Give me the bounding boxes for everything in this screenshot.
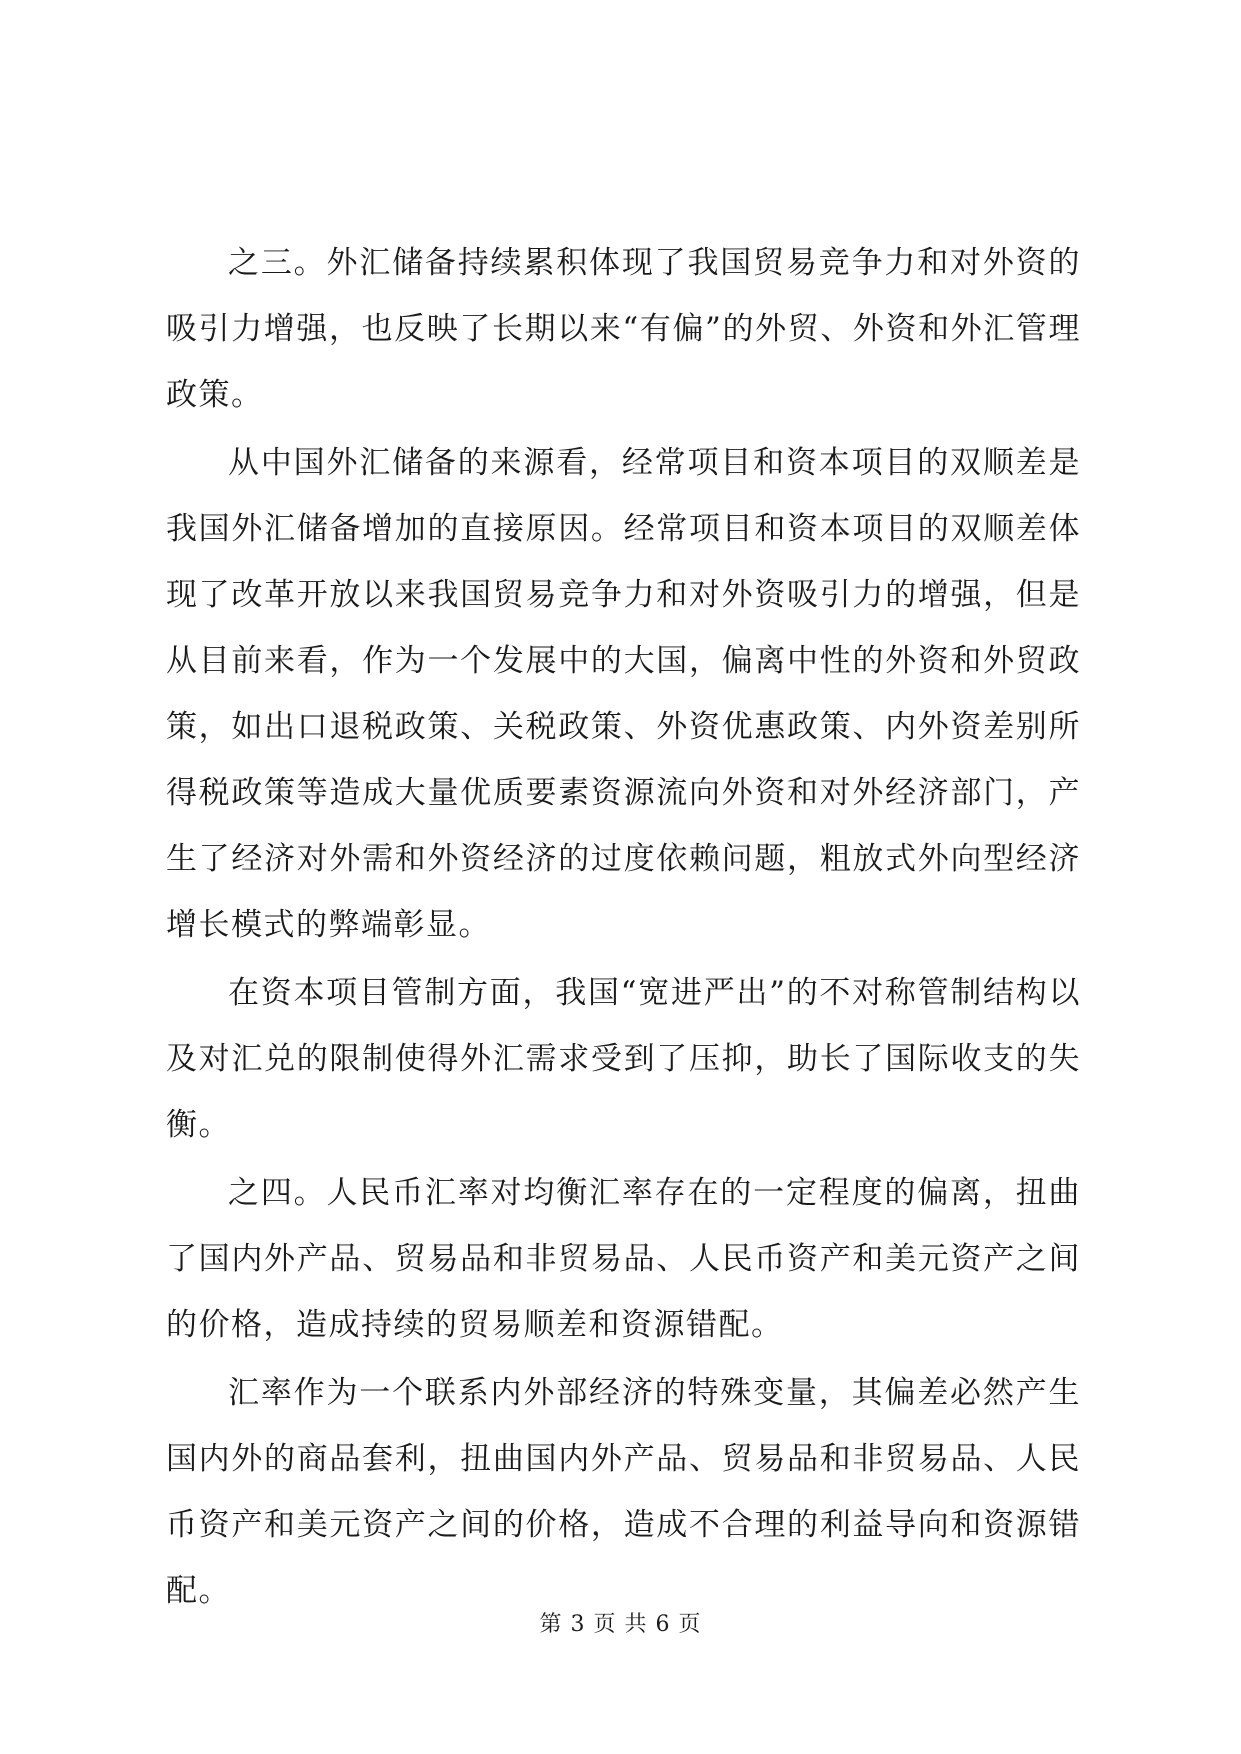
paragraph-capital-control: 在资本项目管制方面，我国“宽进严出”的不对称管制结构以及对汇兑的限制使得外汇需求受到了压抑，助长了国际收支的失衡。 (166, 975, 1081, 1143)
page-number-footer: 第 3 页 共 6 页 (539, 1612, 702, 1637)
paragraph-section-three: 之三。外汇储备持续累积体现了我国贸易竞争力和对外资的吸引力增强，也反映了长期以来“有偏”的外贸、外资和外汇管理政策。 (166, 245, 1081, 413)
document-body (166, 230, 1081, 1626)
paragraph-section-four: 之四。人民币汇率对均衡汇率存在的一定程度的偏离，扭曲了国内外产品、贸易品和非贸易品、人民币资产和美元资产之间的价格，造成持续的贸易顺差和资源错配。 (166, 1175, 1081, 1343)
paragraph-reserve-source: 从中国外汇储备的来源看，经常项目和资本项目的双顺差是我国外汇储备增加的直接原因。经常项目和资本项目的双顺差体现了改革开放以来我国贸易竞争力和对外资吸引力的增强，但是从目前来看，作为一个发展中的大国，偏离中性的外资和外贸政策，如出口退税政策、关税政策、外资优惠政策、内外资差别所得税政策等造成大量优质要素资源流向外资和对外经济部门，产生了经济对外需和外资经济的过度依赖问题，粗放式外向型经济增长模式的弊端彰显。 (166, 445, 1081, 943)
paragraph-exchange-rate: 汇率作为一个联系内外部经济的特殊变量，其偏差必然产生国内外的商品套利，扭曲国内外产品、贸易品和非贸易品、人民币资产和美元资产之间的价格，造成不合理的利益导向和资源错配。 (166, 1375, 1081, 1609)
